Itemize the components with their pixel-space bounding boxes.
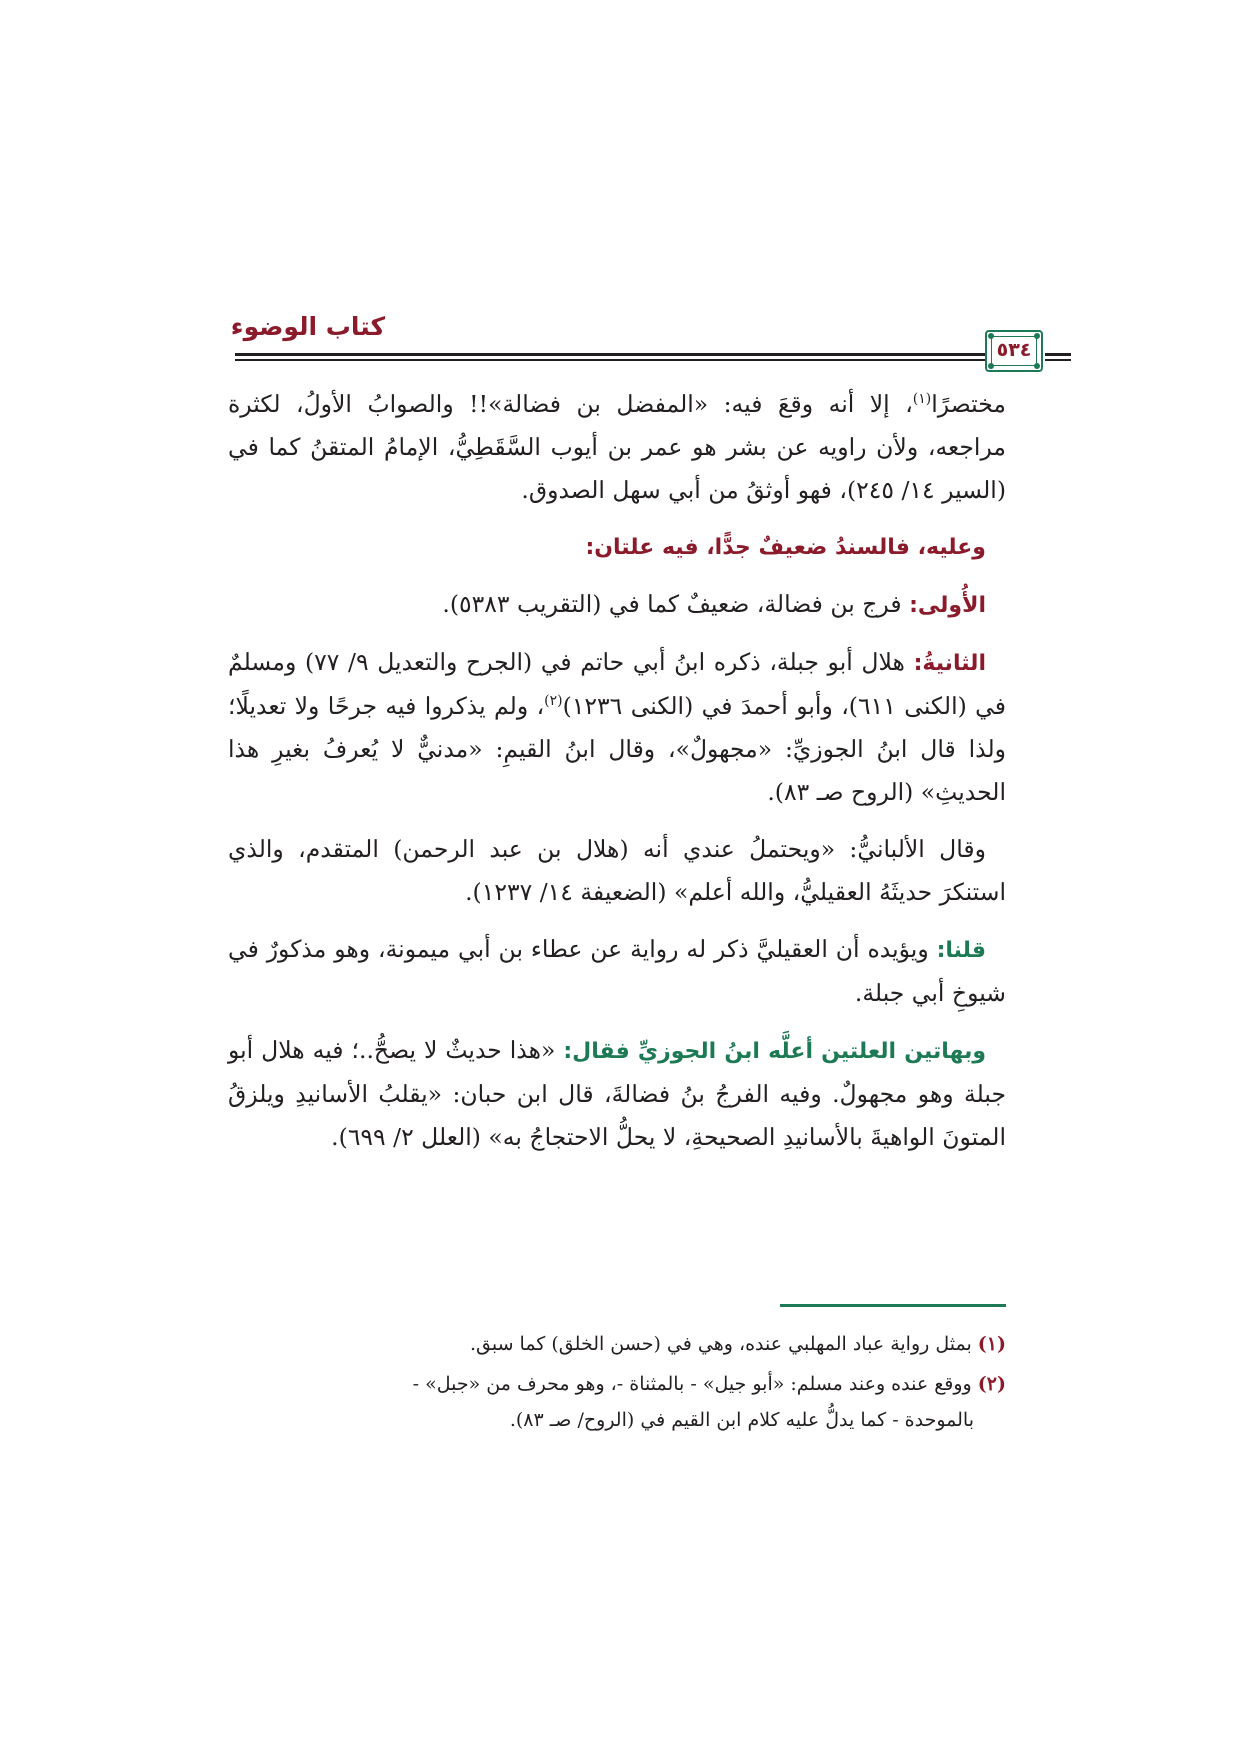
main-text: [228, 383, 1006, 1173]
paragraph-1: [228, 383, 1006, 512]
header-rule-left-top: [1045, 353, 1071, 356]
footnote-2-continuation: بالموحدة - كما يدلُّ عليه كلام ابن القيم في (الروح/ صـ ٨٣).: [509, 1409, 974, 1431]
footnote-ref-2[interactable]: (٢): [544, 693, 563, 710]
p1-text-start: مختصرًا: [931, 390, 1006, 418]
p4-text: وقال الألبانيُّ: «ويحتملُ عندي أنه (هلال بن عبد الرحمن) المتقدم، والذي استنكرَ حديثَهُ العقيليُّ، والله أعلم» (الضعيفة ١٤/ ١٢٣٧).: [228, 835, 1006, 906]
p6-text: «هذا حديثٌ لا يصحُّ..؛ فيه هلال أبو جبلة وهو مجهولٌ. وفيه الفرجُ بنُ فضالةَ، قال ابن حبان: «يقلبُ الأسانيدِ ويلزقُ المتونَ الواهيةَ بالأسانيدِ الصحيحةِ، لا يحلُّ الاحتجاجُ به» (العلل ٢/ ٦٩٩).: [228, 1036, 1006, 1151]
footnote-2-number: (٢): [977, 1373, 1006, 1395]
footnote-2: [228, 1366, 1006, 1438]
p5-text: ويؤيده أن العقيليَّ ذكر له رواية عن عطاء بن أبي ميمونة، وهو مذكورٌ في شيوخِ أبي جبلة.: [228, 935, 1006, 1007]
p1-text-rest: ، إلا أنه وقعَ فيه: «المفضل بن فضالة»!! والصوابُ الأولُ، لكثرة مراجعه، ولأن راويه عن بشر هو عمر بن أيوب السَّقَطِيُّ، الإمامُ المتقنُ كما في (السير ١٤/ ٢٤٥)، فهو أوثقُ من أبي سهل الصدوق.: [228, 390, 1006, 504]
header-rule-left-bottom: [1045, 359, 1071, 361]
page-number-badge: [985, 330, 1043, 372]
p3-lead: الثانيةُ:: [913, 651, 986, 676]
running-header-title: كتاب الوضوء: [230, 312, 385, 341]
footnote-2-text: ووقع عنده وعند مسلم: «أبو جيل» - بالمثناة -، وهو محرف من «جبل» -: [412, 1373, 978, 1395]
footnote-1: [228, 1326, 1006, 1362]
footnote-1-text: بمثل رواية عباد المهلبي عنده، وهي في (حسن الخلق) كما سبق.: [469, 1333, 978, 1355]
badge-ornament-icon: [988, 363, 994, 369]
footnotes: [228, 1326, 1006, 1442]
paragraph-6: [228, 1029, 1006, 1159]
p5-lead: قلنا:: [936, 938, 986, 963]
p2-lead: الأُولى:: [909, 593, 986, 618]
paragraph-4: [228, 828, 1006, 914]
p3-text-start: هلال أبو جبلة، ذكره ابنُ أبي حاتم في (الجرح والتعديل ٩/ ٧٧) ومسلمٌ في (الكنى ٦١١)، وأبو أحمدَ في (الكنى ١٢٣٦): [228, 648, 1006, 720]
section-heading: وعليه، فالسندُ ضعيفٌ جدًّا، فيه علتان:: [585, 535, 986, 560]
p2-text: فرج بن فضالة، ضعيفٌ كما في (التقريب ٥٣٨٣).: [442, 590, 910, 618]
footnote-separator: [780, 1304, 1006, 1307]
paragraph-5: [228, 928, 1006, 1015]
page-number: ٥٣٤: [996, 339, 1032, 361]
p3-text-rest: ، ولم يذكروا فيه جرحًا ولا تعديلًا؛ ولذا قال ابنُ الجوزيِّ: «مجهولٌ»، وقال ابنُ القيمِ: «مدنيٌّ لا يُعرفُ بغيرِ هذا الحديثِ» (الروح صـ ٨٣).: [228, 692, 1006, 806]
header-rule-top: [235, 353, 1007, 356]
paragraph-2: [228, 583, 1006, 627]
p6-lead: وبهاتين العلتين أعلَّه ابنُ الجوزيِّ فقال:: [563, 1039, 986, 1064]
badge-ornament-icon: [1034, 363, 1040, 369]
header-rule-bottom: [235, 359, 1007, 361]
footnote-1-number: (١): [977, 1333, 1006, 1355]
footnote-ref-1[interactable]: (١): [912, 391, 932, 408]
paragraph-3: [228, 641, 1006, 814]
